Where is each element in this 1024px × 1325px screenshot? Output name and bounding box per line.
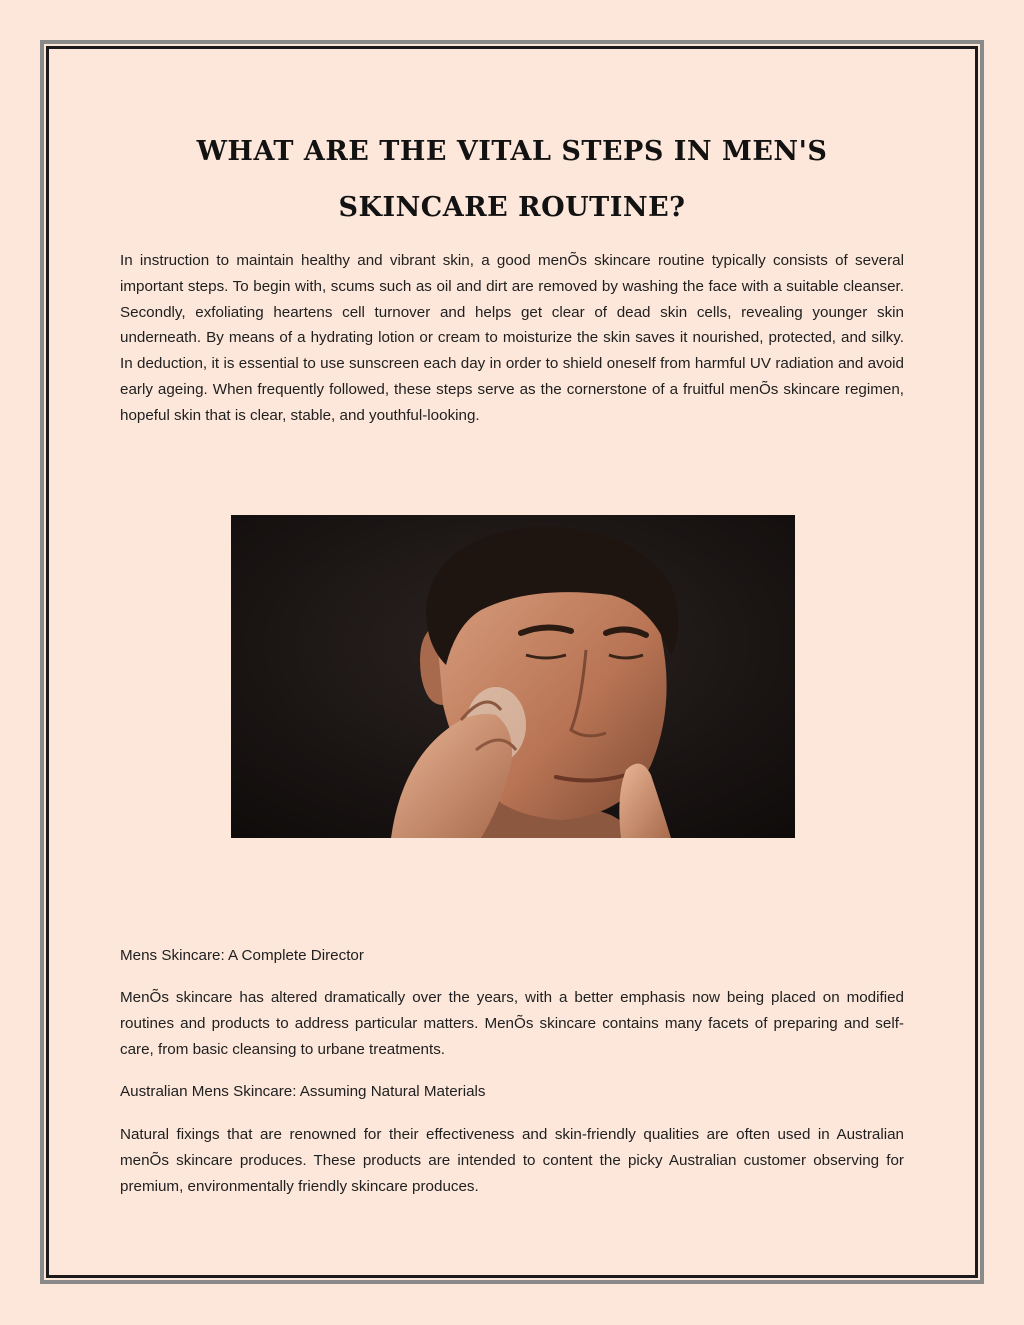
article-title: WHAT ARE THE VITAL STEPS IN MEN'S SKINCARE ROUTINE? — [196, 136, 828, 223]
hero-image-man-applying-cream — [231, 515, 795, 838]
intro-paragraph: In instruction to maintain healthy and vibrant skin, a good menÕs skincare routine typically consists of several important steps. To begin with, scums such as oil and dirt are removed by washing the face with a suitable cleanser. Secondly, exfoliating heartens cell turnover and helps get clear of dead skin cells, revealing younger skin underneath. By means of a hydrating lotion or cream to moisturize the skin saves it nourished, protected, and silky. In deduction, it is essential to use sunscreen each day in order to shield oneself from harmful UV radiation and avoid early ageing. When frequently followed, these steps serve as the cornerstone of a fruitful menÕs skincare regimen, hopeful skin that is clear, stable, and youthful-looking. — [120, 252, 904, 424]
photo-illustration — [231, 515, 795, 838]
section2-paragraph: Natural fixings that are renowned for their effectiveness and skin-friendly qualities are often used in Australian menÕs skincare produces. These products are intended to content the picky Australian customer observing for premium, environmentally friendly skincare produces. — [120, 1126, 904, 1195]
section1-heading: Mens Skincare: A Complete Director — [120, 947, 364, 964]
section1-paragraph: MenÕs skincare has altered dramatically over the years, with a better emphasis now being placed on modified routines and products to address particular matters. MenÕs skincare contains many facets of preparing and self-care, from basic cleansing to urbane treatments. — [120, 989, 904, 1058]
section2-heading: Australian Mens Skincare: Assuming Natural Materials — [120, 1083, 486, 1100]
